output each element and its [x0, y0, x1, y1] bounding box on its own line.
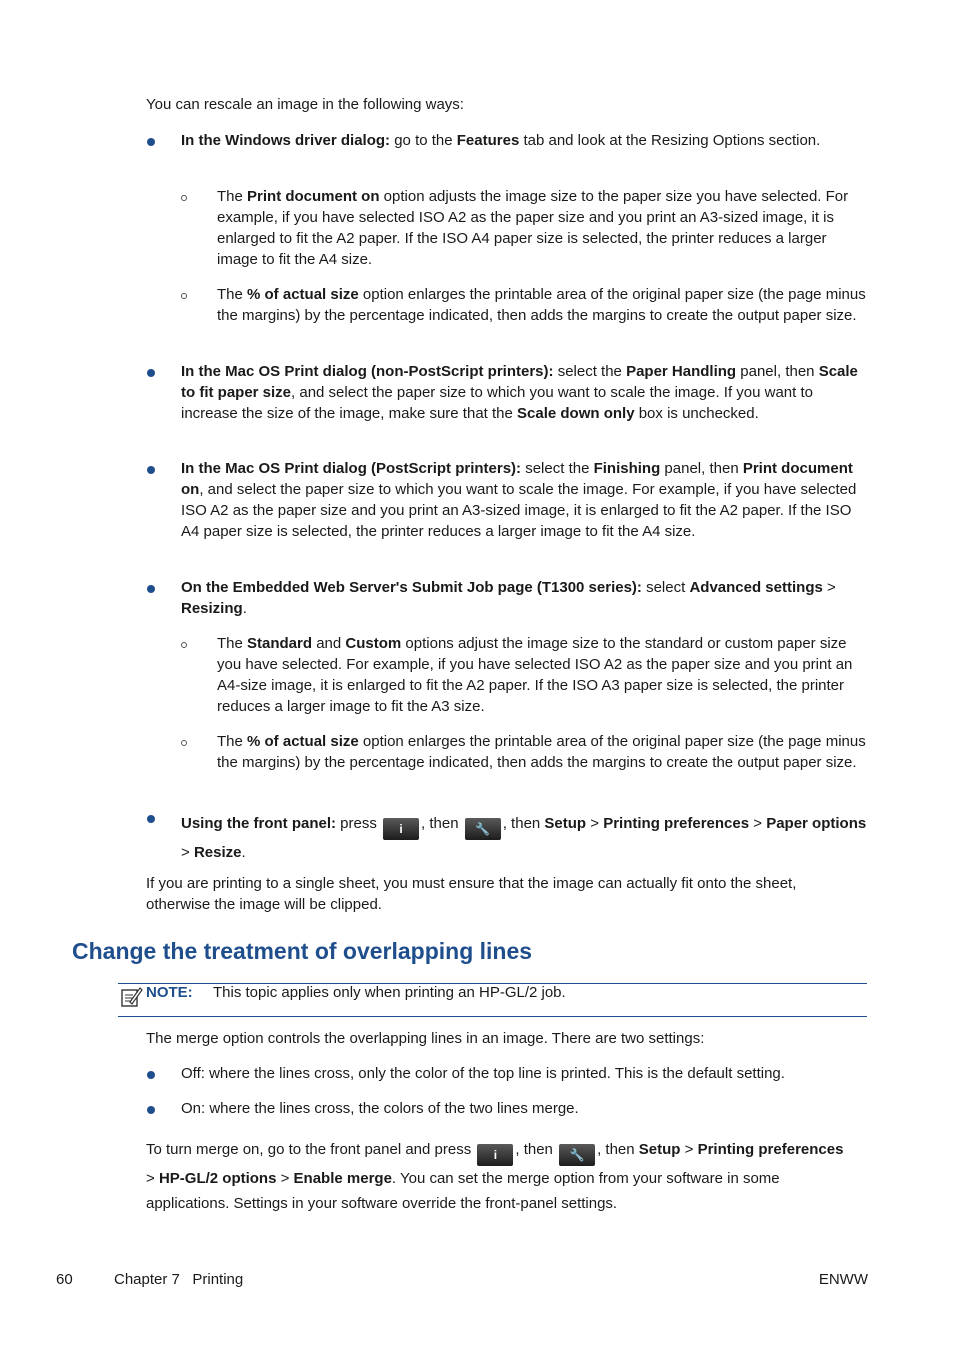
sub-bullet-circle [181, 195, 187, 201]
footer-right-label: ENWW [818, 1271, 868, 1288]
bullet-dot [147, 1106, 155, 1114]
sub-bullet-print-document-on: The Print document on option adjusts the image size to the paper size you have selected. For example, if you have selected ISO A2 as the paper size and you print an A3-sized image, it is enlarged to fit the A2 paper. If the ISO A4 paper size is selected, the printer reduces a larger image to fit the A4 size. [217, 188, 849, 268]
bullet-dot [147, 815, 155, 823]
info-icon: i [477, 1144, 513, 1166]
bullet-mac-non-postscript: In the Mac OS Print dialog (non-PostScript printers): select the Paper Handling panel, then Scale to fit paper size, and select the paper size to which you want to scale the image. If you want to increase the size of the image, make sure that the Scale down only box is unchecked. [181, 363, 858, 422]
wrench-icon: 🔧 [465, 818, 501, 840]
bullet-dot [147, 466, 155, 474]
sub-bullet-circle [181, 293, 187, 299]
bullet-mac-postscript: In the Mac OS Print dialog (PostScript printers): select the Finishing panel, then Print document on, and select the paper size to which you want to scale the image. For example, if you have selected ISO A2 as the paper size and you print an A3-sized image, it is enlarged to fit the A2 paper. If the ISO A4 paper size is selected, the printer reduces a larger image to fit the A4 size. [181, 460, 857, 540]
note-text: This topic applies only when printing an HP-GL/2 job. [213, 984, 566, 1001]
sub-bullet-percent-actual-size: The % of actual size option enlarges the printable area of the original paper size (the page minus the margins) by the percentage indicated, then adds the margins to create the output paper size. [217, 733, 866, 771]
chapter-label: Chapter 7 Printing [114, 1271, 244, 1288]
bullet-dot [147, 585, 155, 593]
sub-bullet-circle [181, 642, 187, 648]
merge-intro-text: The merge option controls the overlapping lines in an image. There are two settings: [146, 1030, 705, 1047]
merge-off-item: Off: where the lines cross, only the color of the top line is printed. This is the default setting. [181, 1065, 785, 1082]
bullet-dot [147, 369, 155, 377]
note-icon [119, 985, 143, 1009]
info-icon: i [383, 818, 419, 840]
sub-bullet-circle [181, 740, 187, 746]
merge-on-item: On: where the lines cross, the colors of the two lines merge. [181, 1100, 579, 1117]
bullet-embedded-web-server: On the Embedded Web Server's Submit Job page (T1300 series): select Advanced settings > Resizing. [181, 579, 836, 617]
clip-note-text: If you are printing to a single sheet, you must ensure that the image can actually fit onto the sheet, otherwise the image will be clipped. [146, 875, 797, 913]
bullet-windows-driver: In the Windows driver dialog: go to the Features tab and look at the Resizing Options section. [181, 132, 821, 149]
bullet-dot [147, 1071, 155, 1079]
merge-steps-text: To turn merge on, go to the front panel and press i , then 🔧 , then Setup > Printing preferences > HP-GL/2 options > Enable merge. You can set the merge option from your software in some applications. Settings in your software override the front-panel settings. [146, 1141, 844, 1212]
wrench-icon: 🔧 [559, 1144, 595, 1166]
section-heading: Change the treatment of overlapping lines [72, 938, 533, 964]
sub-bullet-percent-actual-size: The % of actual size option enlarges the printable area of the original paper size (the page minus the margins) by the percentage indicated, then adds the margins to create the output paper size. [217, 286, 866, 324]
page-number: 60 [56, 1271, 73, 1288]
sub-bullet-standard-custom: The Standard and Custom options adjust the image size to the standard or custom paper size you have selected. For example, if you have selected ISO A2 as the paper size and you print an A4-size image, it is enlarged to fit the A2 paper. If the ISO A3 paper size is selected, the printer reduces a larger image to fit the A3 size. [217, 635, 853, 715]
intro-text: You can rescale an image in the following ways: [146, 96, 464, 113]
bullet-front-panel: Using the front panel: press i , then 🔧 , then Setup > Printing preferences > Paper options > Resize. [181, 815, 867, 861]
bullet-dot [147, 138, 155, 146]
note-label: NOTE: [146, 984, 193, 1001]
